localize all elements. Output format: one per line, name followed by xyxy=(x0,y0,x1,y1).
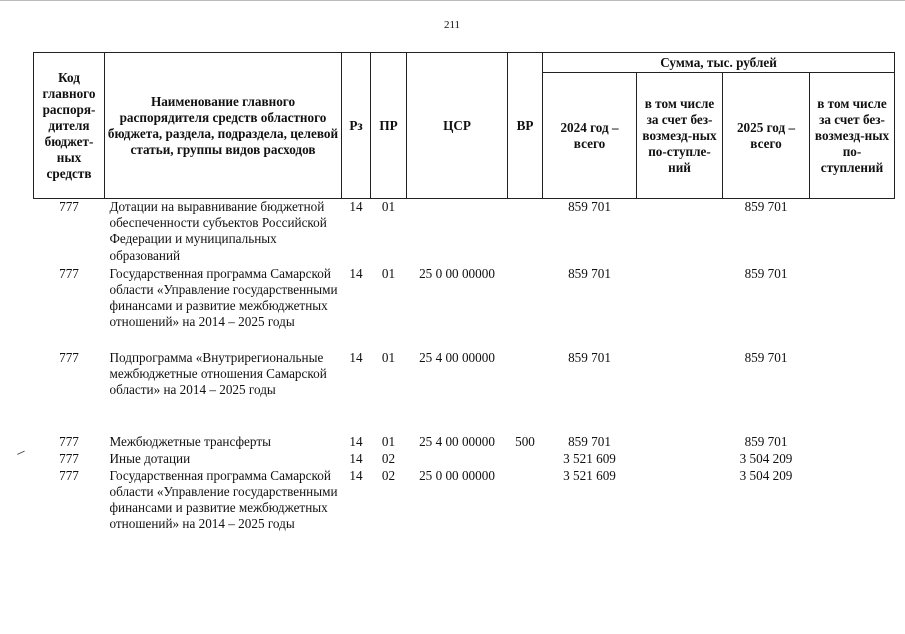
row-rz: 14 xyxy=(349,349,363,365)
row-csr: 25 0 00 00000 xyxy=(419,265,495,281)
row-pr: 02 xyxy=(381,467,396,483)
row-2025-free xyxy=(810,266,895,350)
row-pr: 02 xyxy=(381,450,396,466)
table-row xyxy=(34,350,895,434)
budget-table xyxy=(33,52,895,552)
header-2024-free: в том числе за счет без-возмезд-ных по-ступле-ний xyxy=(637,73,723,199)
row-vr xyxy=(508,350,543,434)
table-row xyxy=(34,266,895,350)
row-2025-free xyxy=(810,451,895,468)
row-2025-free xyxy=(810,468,895,552)
row-vr: 500 xyxy=(515,433,535,449)
row-vr xyxy=(508,451,543,468)
header-code: Код главного распоря-дителя бюджет-ных средств xyxy=(34,53,105,199)
row-code: 777 xyxy=(59,433,79,449)
scan-mark xyxy=(17,451,27,460)
table-row xyxy=(34,468,895,552)
table-row xyxy=(34,451,895,468)
row-name: Государственная программа Самарской области «Управление государственными финансами и развитие межбюджетных отношений» на 2014 – 2025 годы xyxy=(109,467,338,532)
header-pr: ПР xyxy=(371,53,407,199)
row-2024-total: 859 701 xyxy=(568,433,611,449)
row-2024-free xyxy=(637,350,723,434)
row-2024-free xyxy=(637,199,723,266)
row-2025-free xyxy=(810,199,895,266)
table-row xyxy=(34,434,895,451)
row-code: 777 xyxy=(59,199,79,214)
row-2024-total: 859 701 xyxy=(568,265,611,281)
row-2024-total: 3 521 609 xyxy=(563,467,616,483)
row-pr: 01 xyxy=(381,433,396,449)
page-edge xyxy=(0,0,905,1)
row-csr: 25 4 00 00000 xyxy=(419,349,495,365)
header-name: Наименование главного распорядителя средств областного бюджета, раздела, подраздела, целевой статьи, группы видов расходов xyxy=(105,53,342,199)
row-code: 777 xyxy=(59,349,79,365)
row-2024-total: 3 521 609 xyxy=(563,450,616,466)
row-rz: 14 xyxy=(349,467,363,483)
row-csr xyxy=(407,199,508,266)
row-vr xyxy=(508,468,543,552)
row-name: Государственная программа Самарской области «Управление государственными финансами и развитие межбюджетных отношений» на 2014 – 2025 годы xyxy=(109,265,338,330)
header-csr: ЦСР xyxy=(407,53,508,199)
row-name: Дотации на выравнивание бюджетной обеспеченности субъектов Российской Федерации и муниципальных образований xyxy=(109,199,327,263)
table-body xyxy=(34,199,895,552)
header-2024-total: 2024 год – всего xyxy=(543,73,637,199)
row-pr: 01 xyxy=(381,199,396,214)
row-code: 777 xyxy=(59,450,79,466)
row-csr: 25 0 00 00000 xyxy=(419,467,495,483)
row-vr xyxy=(508,199,543,266)
header-rz: Рз xyxy=(342,53,371,199)
row-2025-total: 859 701 xyxy=(744,349,788,365)
row-2025-total: 859 701 xyxy=(744,433,788,449)
row-2025-free xyxy=(810,434,895,451)
row-2024-free xyxy=(637,468,723,552)
row-code: 777 xyxy=(59,265,79,281)
row-rz: 14 xyxy=(349,199,363,214)
header-2025-free: в том числе за счет без-возмезд-ных по-ступлений xyxy=(810,73,895,199)
header-2025-total: 2025 год – всего xyxy=(723,73,810,199)
row-2024-free xyxy=(637,451,723,468)
header-sum-group: Сумма, тыс. рублей xyxy=(543,53,895,73)
row-2024-free xyxy=(637,266,723,350)
row-2025-free xyxy=(810,350,895,434)
table-row xyxy=(34,199,895,266)
header-vr: ВР xyxy=(508,53,543,199)
row-2024-total: 859 701 xyxy=(568,199,611,214)
table-header xyxy=(34,53,895,199)
row-name: Подпрограмма «Внутрирегиональные межбюджетные отношения Самарской области» на 2014 – 2025 годы xyxy=(109,349,327,397)
row-pr: 01 xyxy=(381,349,396,365)
row-2025-total: 859 701 xyxy=(744,199,788,214)
row-rz: 14 xyxy=(349,433,363,449)
row-name: Иные дотации xyxy=(109,450,191,466)
row-csr: 25 4 00 00000 xyxy=(419,433,495,449)
row-code: 777 xyxy=(59,467,79,483)
row-pr: 01 xyxy=(381,265,396,281)
row-vr xyxy=(508,266,543,350)
row-rz: 14 xyxy=(349,265,363,281)
row-2024-total: 859 701 xyxy=(568,349,611,365)
row-csr xyxy=(407,451,508,468)
row-2025-total: 3 504 209 xyxy=(739,467,793,483)
row-2024-free xyxy=(637,434,723,451)
row-rz: 14 xyxy=(349,450,363,466)
page-number: 211 xyxy=(443,19,461,31)
row-name: Межбюджетные трансферты xyxy=(109,433,271,449)
row-2025-total: 3 504 209 xyxy=(739,450,793,466)
row-2025-total: 859 701 xyxy=(744,265,788,281)
